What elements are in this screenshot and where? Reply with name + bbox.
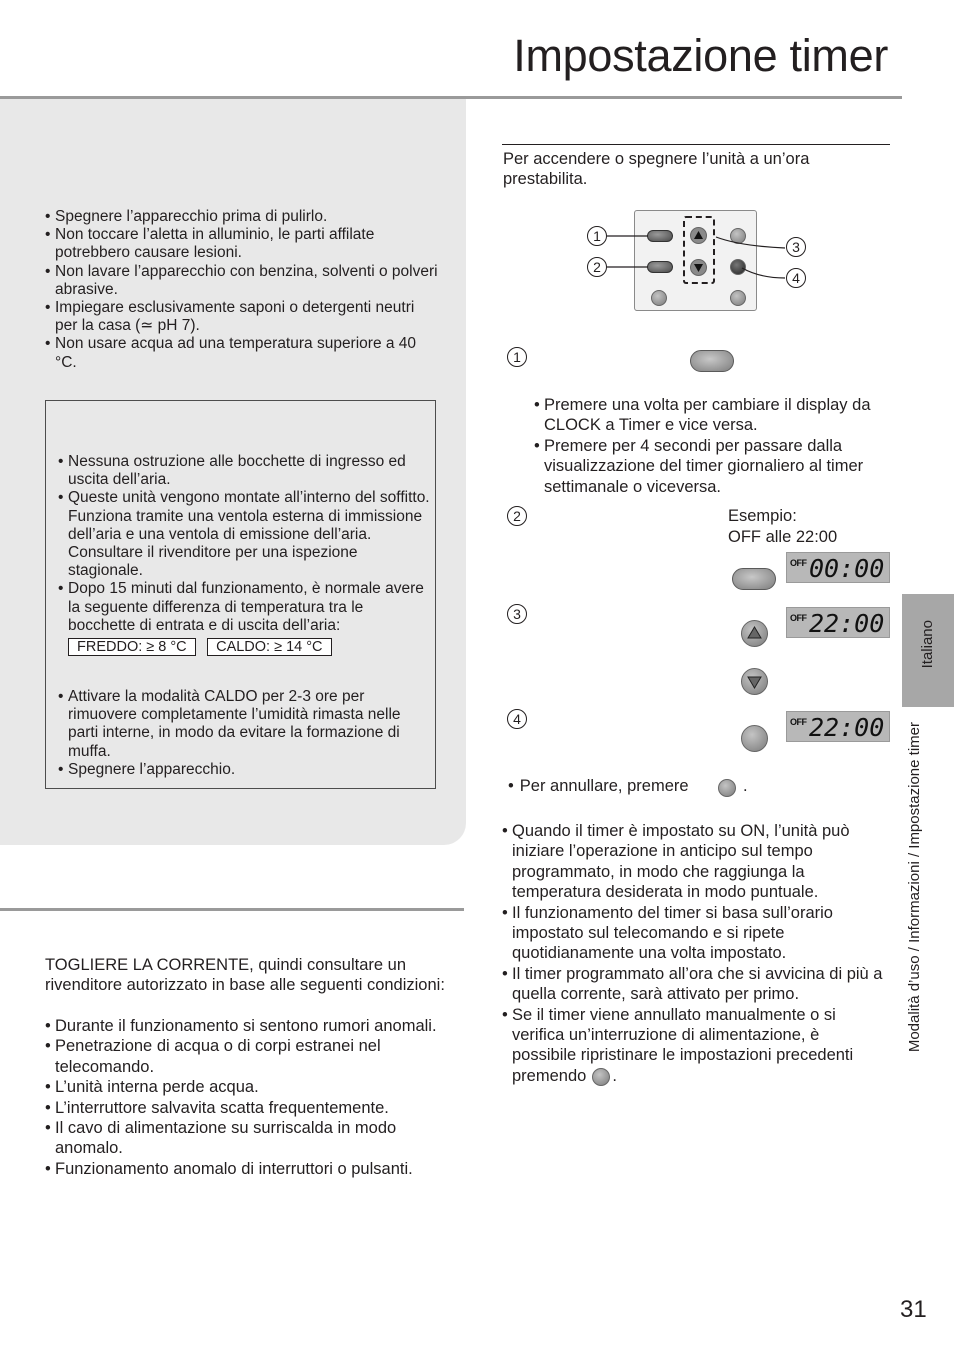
list-item: • Premere per 4 secondi per passare dalla visualizzazione del timer giornaliero al timer settimanale o viceversa. bbox=[534, 436, 889, 497]
list-item: • Queste unità vengono montate all’interno del soffitto. Funziona tramite una ventola esterna di immissione dell’aria e una ventola di emissione dell’aria. Consultare il rivenditore per una ispezione stagionale. bbox=[58, 489, 430, 580]
list-item: • Non usare acqua ad una temperatura superiore a 40 °C. bbox=[45, 335, 440, 371]
list-item bbox=[502, 1005, 884, 1087]
page-number: 31 bbox=[900, 1296, 927, 1323]
timer-button-icon bbox=[690, 350, 734, 372]
temp-cool-label: FREDDO: ≥ 8 °C bbox=[68, 638, 196, 656]
timer-notes bbox=[502, 821, 884, 1086]
callout-2: 2 bbox=[587, 257, 607, 277]
lcd-off-label: OFF bbox=[790, 613, 807, 623]
service-list bbox=[45, 1016, 457, 1179]
lcd-display bbox=[786, 552, 890, 583]
set-button-icon bbox=[732, 568, 776, 590]
list-item: • Il timer programmato all’ora che si avvicina di più a quella corrente, sarà attivato per primo. bbox=[502, 964, 884, 1005]
list-item: • Quando il timer è impostato su ON, l’unità può iniziare l’operazione in anticipo sul tempo programmato, in modo che raggiunga la temperatura desiderata in modo puntuale. bbox=[502, 821, 884, 903]
last-note-suffix: . bbox=[612, 1066, 617, 1085]
callout-lines bbox=[0, 0, 954, 320]
language-tab-label: Italiano bbox=[919, 620, 936, 669]
list-item: • Funzionamento anomalo di interruttori o pulsanti. bbox=[45, 1159, 457, 1179]
page-title: Impostazione timer bbox=[513, 30, 888, 81]
cancel-text: Per annullare, premere bbox=[519, 777, 689, 795]
list-item: • Dopo 15 minuti dal funzionamento, è normale avere la seguente differenza di temperatura tra le bocchette di entrata e di uscita dell’aria: bbox=[58, 580, 430, 635]
list-item: • L’unità interna perde acqua. bbox=[45, 1077, 457, 1097]
list-item: • Il cavo di alimentazione su surriscalda in modo anomalo. bbox=[45, 1118, 457, 1159]
cancel-button-icon bbox=[718, 779, 736, 797]
language-tab bbox=[902, 594, 954, 707]
step-4-number: 4 bbox=[507, 709, 527, 729]
temp-heat-label: CALDO: ≥ 14 °C bbox=[207, 638, 331, 656]
lcd-display bbox=[786, 607, 890, 638]
after-use-list bbox=[58, 688, 430, 779]
list-item: • Penetrazione di acqua o di corpi estranei nel telecomando. bbox=[45, 1036, 457, 1077]
list-item: • Non toccare l’aletta in alluminio, le parti affilate potrebbero causare lesioni. bbox=[45, 226, 440, 262]
last-note-text: Se il timer viene annullato manualmente o si verifica un’interruzione di alimentazione, è possibile ripristinare le impostazioni precedenti premendo bbox=[512, 1005, 854, 1085]
list-item: • Il funzionamento del timer si basa sull’orario impostato sul telecomando e si ripete quotidianamente una volta impostato. bbox=[502, 903, 884, 964]
lcd-time: 22:00 bbox=[809, 713, 885, 742]
list-item: • Impiegare esclusivamente saponi o detergenti neutri per la casa (≃ pH 7). bbox=[45, 299, 440, 335]
callout-1: 1 bbox=[587, 226, 607, 246]
lcd-off-label: OFF bbox=[790, 558, 807, 568]
list-item: • Spegnere l’apparecchio. bbox=[58, 761, 430, 779]
list-item: • Nessuna ostruzione alle bocchette di ingresso ed uscita dell’aria. bbox=[58, 453, 430, 489]
restore-button-icon bbox=[592, 1068, 610, 1086]
section-divider bbox=[0, 908, 464, 911]
list-item: • Attivare la modalità CALDO per 2-3 ore per rimuovere completamente l’umidità rimasta nelle parti interne, in modo da evitare la formazione di muffa. bbox=[58, 688, 430, 761]
callout-3: 3 bbox=[786, 237, 806, 257]
lcd-time: 00:00 bbox=[809, 554, 885, 583]
check-list bbox=[58, 453, 430, 635]
example-label: Esempio: bbox=[728, 507, 797, 525]
service-intro: TOGLIERE LA CORRENTE, quindi consultare un rivenditore autorizzato in base alle seguenti condizioni: bbox=[45, 956, 445, 995]
timer-intro: Per accendere o spegnere l’unità a un’ora prestabilita. bbox=[503, 150, 810, 189]
confirm-button-icon bbox=[741, 725, 768, 752]
callout-4: 4 bbox=[786, 268, 806, 288]
list-item: • Non lavare l’apparecchio con benzina, solventi o polveri abrasive. bbox=[45, 263, 440, 299]
step-3-number: 3 bbox=[507, 604, 527, 624]
list-item: • Premere una volta per cambiare il display da CLOCK a Timer e vice versa. bbox=[534, 395, 889, 436]
list-item: • Spegnere l’apparecchio prima di pulirlo. bbox=[45, 208, 440, 226]
list-item: • L’interruttore salvavita scatta frequentemente. bbox=[45, 1098, 457, 1118]
cancel-instruction: • Per annullare, premere bbox=[508, 777, 689, 795]
breadcrumb: Modalità d’uso / Informazioni / Impostazione timer bbox=[906, 722, 923, 1053]
temperature-row bbox=[68, 638, 332, 656]
up-arrow-icon bbox=[741, 620, 768, 647]
down-arrow-icon bbox=[741, 668, 768, 695]
cancel-suffix: . bbox=[743, 777, 748, 795]
step-1-list bbox=[534, 395, 889, 497]
step-2-number: 2 bbox=[507, 506, 527, 526]
step-1-number: 1 bbox=[507, 347, 527, 367]
list-item: • Durante il funzionamento si sentono rumori anomali. bbox=[45, 1016, 457, 1036]
example-value: OFF alle 22:00 bbox=[728, 528, 838, 546]
lcd-display bbox=[786, 711, 890, 742]
lcd-time: 22:00 bbox=[809, 609, 885, 638]
lcd-off-label: OFF bbox=[790, 717, 807, 727]
